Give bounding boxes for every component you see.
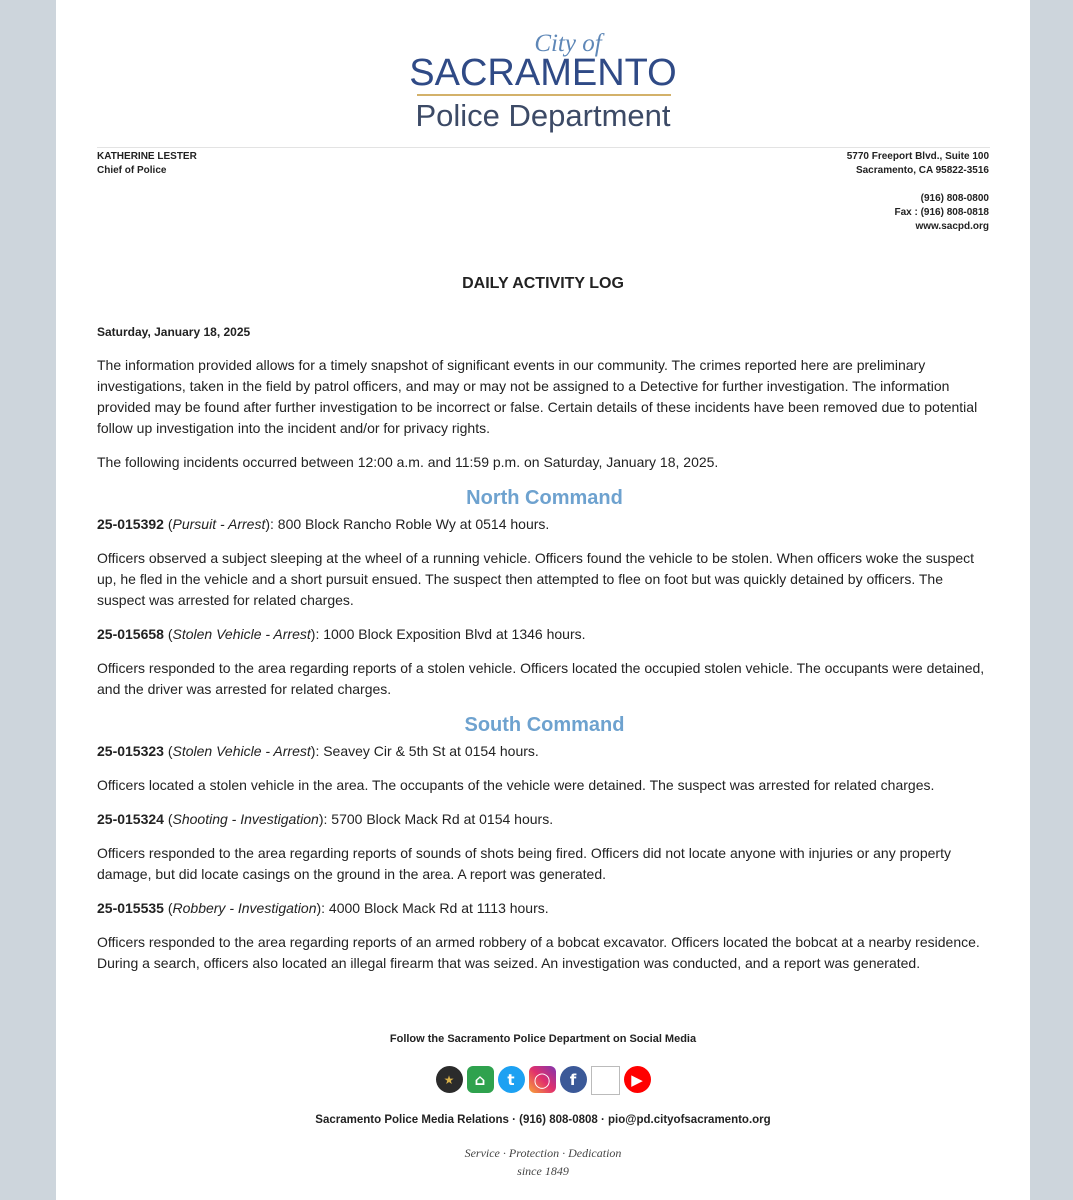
chief-name: KATHERINE LESTER (97, 151, 197, 162)
address-block (847, 150, 989, 234)
chief-block (97, 150, 197, 178)
incident-header: 25-015535 (Robbery - Investigation): 4000 Block Mack Rd at 1113 hours. (97, 900, 549, 916)
incident-type: Stolen Vehicle - Arrest (172, 743, 311, 759)
address-street: 5770 Freeport Blvd., Suite 100 (846, 151, 989, 162)
motto-block (56, 1144, 1030, 1180)
media-relations-contact: Sacramento Police Media Relations · (916) 808-0808 · pio@pd.cityofsacramento.org (315, 1114, 771, 1126)
incident-id: 25-015323 (97, 743, 164, 759)
chief-title: Chief of Police (97, 165, 167, 176)
social-icons-row (56, 1066, 1030, 1096)
incident-id: 25-015658 (97, 626, 164, 642)
log-date: Saturday, January 18, 2025 (97, 325, 251, 339)
incident-location: : 800 Block Rancho Roble Wy at 0514 hours. (270, 516, 550, 532)
incident-header: 25-015658 (Stolen Vehicle - Arrest): 1000 Block Exposition Blvd at 1346 hours. (97, 626, 586, 642)
intro-paragraph: The information provided allows for a timely snapshot of significant events in our community. The crimes reported here are preliminary investigations, taken in the field by patrol officers, and may or may not be assigned to a Detective for further investigation. The information provided may be found after further investigation to be incorrect or false. Certain details of these incidents have been removed due to potential follow up investigation into the incident and/or for privacy rights. (97, 357, 978, 436)
facebook-icon[interactable]: f (560, 1066, 587, 1093)
incident-id: 25-015535 (97, 900, 164, 916)
incident-id: 25-015392 (97, 516, 164, 532)
police-badge-icon[interactable]: ★ (436, 1066, 463, 1093)
twitter-icon[interactable]: t (498, 1066, 525, 1093)
south-command-heading: South Command (464, 714, 625, 736)
incident-location: : 5700 Block Mack Rd at 0154 hours. (323, 811, 554, 827)
page-title: DAILY ACTIVITY LOG (462, 275, 624, 292)
incident-location: : 1000 Block Exposition Blvd at 1346 hours. (315, 626, 586, 642)
incident-type: Stolen Vehicle - Arrest (172, 626, 311, 642)
address-city: Sacramento, CA 95822-3516 (855, 165, 989, 176)
youtube-icon[interactable]: ▶ (624, 1066, 651, 1093)
incident-description: Officers responded to the area regarding reports of a stolen vehicle. Officers located the occupied stolen vehicle. The occupants were detained, and the driver was arrested for related charges. (97, 660, 985, 697)
incident-type: Robbery - Investigation (172, 900, 317, 916)
department-logo (56, 30, 1030, 140)
log-content (97, 322, 992, 987)
incident-header: 25-015392 (Pursuit - Arrest): 800 Block Rancho Roble Wy at 0514 hours. (97, 516, 550, 532)
logo-city-text: City of (534, 30, 602, 57)
incident-header: 25-015323 (Stolen Vehicle - Arrest): Seavey Cir & 5th St at 0154 hours. (97, 743, 539, 759)
instagram-icon[interactable]: ◯ (529, 1066, 556, 1093)
incident-location: : 4000 Block Mack Rd at 1113 hours. (321, 900, 549, 916)
header-divider (97, 147, 990, 148)
address-website[interactable]: www.sacpd.org (915, 221, 989, 232)
address-phone: (916) 808-0800 (920, 193, 989, 204)
logo-divider (417, 94, 671, 96)
incident-description: Officers responded to the area regarding reports of an armed robbery of a bobcat excavator. Officers located the bobcat at a nearby residence. During a search, officers also located an illegal firearm that was seized. An investigation was conducted, and a report was generated. (97, 934, 980, 971)
logo-sacramento-text: SACRAMENTO (409, 52, 677, 94)
incident-header: 25-015324 (Shooting - Investigation): 5700 Block Mack Rd at 0154 hours. (97, 811, 554, 827)
time-range-paragraph: The following incidents occurred between 12:00 a.m. and 11:59 p.m. on Saturday, January 18, 2025. (97, 454, 719, 470)
incident-type: Pursuit - Arrest (172, 516, 266, 532)
address-fax: Fax : (916) 808-0818 (894, 207, 989, 218)
incident-description: Officers located a stolen vehicle in the area. The occupants of the vehicle were detained. The suspect was arrested for related charges. (97, 777, 935, 793)
logo-department-text: Police Department (415, 98, 671, 133)
incident-id: 25-015324 (97, 811, 164, 827)
incident-description: Officers responded to the area regarding reports of sounds of shots being fired. Officers did not locate anyone with injuries or any property damage, but did locate casings on the ground in the area. A report was generated. (97, 845, 951, 882)
incident-location: : Seavey Cir & 5th St at 0154 hours. (315, 743, 539, 759)
broken-image-icon[interactable] (591, 1066, 620, 1095)
incident-description: Officers observed a subject sleeping at the wheel of a running vehicle. Officers found the vehicle to be stolen. When officers woke the suspect up, he fled in the vehicle and a short pursuit ensued. The suspect then attempted to flee on foot but was quickly detained by officers. The suspect was arrested for related charges. (97, 550, 975, 608)
document-page (56, 0, 1030, 1200)
north-command-heading: North Command (466, 487, 623, 509)
social-follow-text: Follow the Sacramento Police Department on Social Media (389, 1033, 697, 1045)
motto-text: Service · Protection · Dedication (464, 1146, 622, 1160)
since-text: since 1849 (517, 1164, 569, 1178)
nextdoor-icon[interactable]: ⌂ (467, 1066, 494, 1093)
incident-type: Shooting - Investigation (172, 811, 319, 827)
